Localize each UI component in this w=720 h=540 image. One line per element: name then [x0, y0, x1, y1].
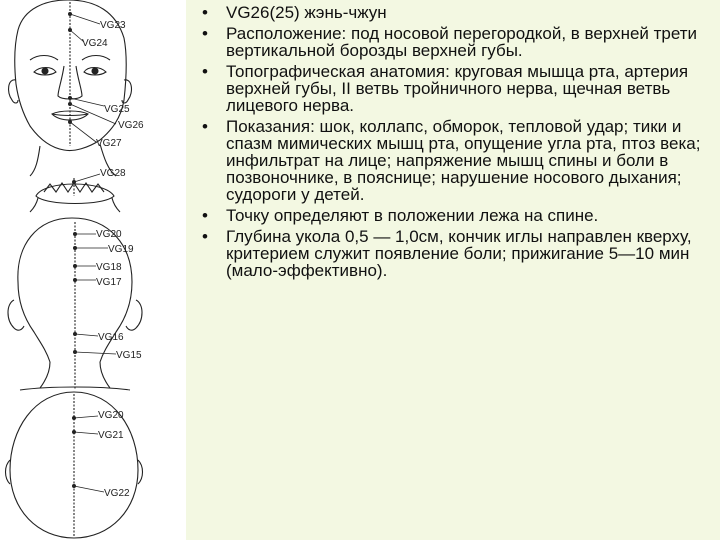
label-vg22: VG22 — [104, 488, 130, 499]
bullet-text: Глубина укола 0,5 — 1,0см, кончик иглы направлен кверху, критерием служит появление боли; прижигание 5—10 мин (мало-эффективно). — [226, 227, 692, 280]
label-vg26: VG26 — [118, 120, 144, 131]
bullet-item-title — [198, 4, 708, 21]
label-vg27: VG27 — [96, 138, 122, 149]
bullet-marker: • — [202, 3, 208, 22]
bullet-text: Топографическая анатомия: круговая мышца рта, артерия верхней губы, II ветвь тройничного нерва, щечная ветвь лицевого нерва. — [226, 62, 689, 115]
label-vg23: VG23 — [100, 20, 126, 31]
bullet-marker: • — [202, 206, 208, 225]
label-vg24: VG24 — [82, 38, 108, 49]
label-vg28: VG28 — [100, 168, 126, 179]
label-vg21: VG21 — [98, 430, 124, 441]
bullet-item-position — [198, 207, 708, 224]
bullet-list — [198, 4, 708, 283]
top-leader-lines — [74, 416, 104, 492]
label-vg20-back: VG20 — [96, 229, 122, 240]
bullet-item-depth — [198, 228, 708, 279]
bullet-marker: • — [202, 227, 208, 246]
label-vg18: VG18 — [96, 262, 122, 273]
label-vg25: VG25 — [104, 104, 130, 115]
label-vg19: VG19 — [108, 244, 134, 255]
label-vg16: VG16 — [98, 332, 124, 343]
head-diagrams — [0, 0, 186, 540]
bullet-text: Показания: шок, коллапс, обморок, тепловой удар; тики и спазм мимических мышц рта, опущение угла рта, птоз века; инфильтрат на лице; напряжение мышц спины и боли в позвоночнике, в пояснице; нарушение носового дыхания; судороги у детей. — [226, 117, 701, 204]
bullet-marker: • — [202, 117, 208, 136]
bullet-text: Точку определяют в положении лежа на спине. — [226, 206, 599, 225]
text-panel — [186, 0, 720, 540]
bullet-item-anatomy — [198, 63, 708, 114]
bullet-marker: • — [202, 24, 208, 43]
bullet-item-location — [198, 25, 708, 59]
bullet-marker: • — [202, 62, 208, 81]
acupuncture-illustration — [0, 0, 186, 540]
bullet-text: Расположение: под носовой перегородкой, в верхней трети вертикальной борозды верхней губы. — [226, 24, 698, 60]
bullet-text: VG26(25) жэнь-чжун — [226, 3, 387, 22]
bullet-item-indications — [198, 118, 708, 203]
label-vg15: VG15 — [116, 350, 142, 361]
label-vg20-top: VG20 — [98, 410, 124, 421]
face-leader-lines — [70, 14, 116, 142]
label-vg17: VG17 — [96, 277, 122, 288]
